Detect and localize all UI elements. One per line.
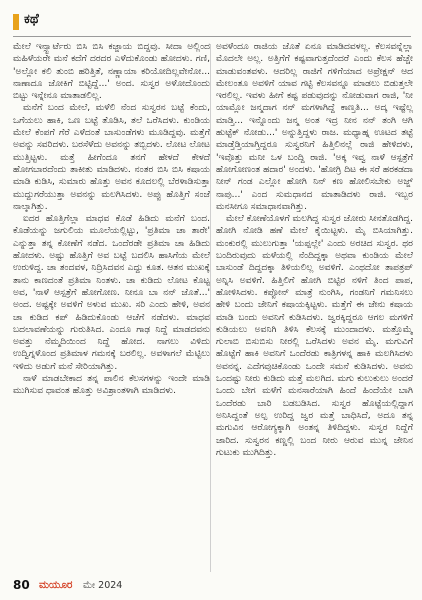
- section-accent-bar: [13, 14, 19, 30]
- paragraph: ನಾಳೆ ಮಾಡಬೇಕಾದ ತನ್ನ ಪಾಲಿನ ಕೆಲಸಗಳನ್ನು ಇಂದೇ ಮಾಡಿ ಮುಗಿಸುವ ಧಾವಂತ ಹೊತ್ತು ಅವಿಶ್ರಾಂತಳಾಗಿ ಮಾಡಿದಳು.: [13, 374, 210, 397]
- paragraph: ಅವಳೆಂದೂ ರಾಜಿಯ ಜೊತೆ ಏನೂ ಮಾಡಿದವಳಲ್ಲ. ಕೆಲಸವನ್ನೆಲ್ಲಾ ಮೊದಲೇ ಅಲ್ಲ. ಅತ್ತಿಗೆಗೆ ಕಷ್ಟವಾಗುತ್ತದೆಂದರೆ ಎಂದು ಕೆಲಸ ಹೆಚ್ಚೇ ಮಾಡುವಂತವಳು. ಆದರಿಲ್ಲ ರಾಜಿಗೆ ಗಳಿಗೆಯಾದ ಅಪ್ರೇಕ್ಷನ್ ಆದ ಮೇಲಂತೂ ಅವಳಿಗೆ ಯಾವ ಗಟ್ಟಿ ಕೆಲಸವನ್ನೂ ಮಾಡಲು ಬಿಡುತ್ತಲೇ ಇರಲಿಲ್ಲ. ಇವಳು ಹೀಗೆ ಕಷ್ಟ ಪಡುವುದನ್ನು ನೋಡುವಾಗ ರಾಜಿ, 'ನೀ ಯಾಮ್ಲೋ ಜನ್ಮದಾಗ ನನ್ ಮಗಳಾಗಿದ್ದೆ ಕಾಣ್ತತಿ... ಅದ್ಕ ಇಷ್ಟೆಲ್ಲ ಮಾಡ್ತಿ... ಇನ್ನೊಂದು ಜನ್ಮ ಅಂತ ಇದ್ರ ನೀನ ನನ್ ತಂಗಿ ಆಗಿ ಹುಟ್ಟೆಕ್ ನೋಡು...' ಅನ್ನುತ್ತಿದ್ದಳು ರಾಜ. ಮಧ್ಯಾಹ್ನ ಊಟದ ತಟ್ಟೆ ಮಾಡ್ತೆಡ್ತಿಯಾಗ್ತಿದ್ದರೂ ಸುಸ್ವರನಿಗೆ ಹಿತ್ತಿಲಿನಲ್ಲೆ ರಾಜಿ ಹೇಳಿದಳು, 'ಇವೊತ್ತು ಮನೀ ಒಳ ಬಂದ್ದಿ ರಾಜಿ. 'ಅಕ್ಕ ಇವ್ವ ನಾಳೆ ಆಸ್ಪತ್ರೆಗೆ ಹೋಗೋಣಂತ ಹದಾರ' ಅಂದಳು. 'ಹೋಗ್ರಿ ದಿಟ ಈ ಸರೆ ಹರಕಡದಾ ನೀನ್ ಗಂಡ ಎಲ್ಲೋ ಹೋಗಿ ನಿನ್ ಕಣ ಹೋಲಿಸಬೇಕು ಅಜ್ಜ್ ನಾಪು...' ಎಂದ ಸುಮಧಾನದ ಮಾತಾಡಿದಳು ರಾಜಿ. ಇಬ್ಬರ ಮನಸೀಗೂ ಸಮಾಧಾನವಾಗಿತ್ತು.: [216, 42, 413, 212]
- paragraph: ಮೇಲೆ ಕೋಣೆಯೊಳಗೆ ಮಲಗಿದ್ದ ಸುಸ್ವರ ಜೋರು ಸೀನತೊಡಗಿದ್ದ. ಹೋಗಿ ನೋಡಿ ಹಣೆ ಮೇಲೆ ಕೈಯಿಟ್ಟಳು. ಮೈ ಬಿಸಿಯಾಗಿತ್ತು. ಮಂಕುರಲ್ಲಿ ಮುಲುಗುತ್ತಾ 'ಯಪ್ಪಲ್ಲೇ' ಎಂದು ಅರಚಿದ ಸುಸ್ವರ. ಥರ ಬಂದಿರುವುದು ಮಳೆಯಲ್ಲಿ ನೆಂದಿದ್ದಕ್ಕಾ ಅಥವಾ ಕುಂಡಿಯ ಮೇಲೆ ಬಾಸುಂಡೆ ದಿದ್ದದಕ್ಕಾ ತಿಳಿಯಲಿಲ್ಲ ಅವಳಿಗೆ. ಎಂಥದೋ ತಾಪತ್ರಪ್ ಅನ್ನಿಸಿ ಅವಳಿಗೆ. ಹಿತ್ತಿಲಿಗೆ ಹೋಗಿ ಬಿಟ್ಟಿರ ನಳಿಗೆ ತಿಂದ ಪಾಪ, ಹೋಳಿಸಿದಳು. ಕಪ್ಪೋನ್ ಮಾತ್ರೆ ನುಂಗಿಸಿ, ಗಂಡನಿಗೆ ಗಮನಿಸಲು ಹೇಳಿ ಬಂದು ಜೇನಿಗೆ ಕಷಾಯಕ್ಕಿಟ್ಟಳು. ಮತ್ತೆಗೆ ಈ ಜೇನು ಕಷಾಯ ಮಾಡಿ ಬಂದು ಅವನಿಗೆ ಕುಡಿಸಿದಳು. ಜ್ವರಕ್ಕಿದ್ದರೂ ಆಗಲ ಮಗಳಿಗೆ ಕುಡಿಯಲು ಅವನಿಗಿ ತಿಳಿಸಿ ಕೆಲಸಕ್ಕೆ ಮುಂದಾದಳು. ಮತ್ತೊಮ್ಮೆ ಗುಲಾಬಿ ಬಿಸುಬಿಸು ನೀರಲ್ಲಿ ಒರೆಸಿದಳು ಅವನ ಮೈ. ಮಗುವಿಗೆ ಹೊಟ್ಟೆಗೆ ಹಾಕಿ ಅವನಿಗೆ ಒಂದೆರಡು ಕಾತ್ರಿಗಳನ್ನ ಹಾಕಿ ಮಲಗಿಸಿದಳು ಅವನನ್ನ. ಎದೆಗವುಚಿಕೊಂಡು ಒಂದೇ ಸಮನೆ ಕುಡಿಸಿದಳು. ಅವನು ಒಂದಷ್ಟು ನೀರು ಕುಡಿದು ಮತ್ತೆ ಮಲಗಿದ. ಮಗು ಕುಲುಕುಲು ಅಂದರೆ ಒಂದು ಬೇಗ ಮಳೆಗೆ ಮನಸಾರೆಯಾಗಿ ಹಿಂದೆ ಹಿಂದೆಯೇ ಬಾಗಿ ಒಂದೆರಡು ಬಾರಿ ಬಡಬಡಿಸಿದ. ಸುಸ್ವರ ಹೊಟ್ಟೆಯಲ್ಲಿದ್ದಾಗ ಅನಿಸಿದ್ದಂತೆ ಅಲ್ಪ ಉರಿದ್ದ ಜ್ವರ ಮತ್ತೆ ಬಾಧಿಸಿದೆ, ಅದೂ ತನ್ನ ಮಗುವಿನ ಆರೋಗ್ಯಕ್ಕಾಗಿ ಅಂತನ್ನ ತಿಳಿದಿದ್ದಳು. ಸುಸ್ವರ ನಿದ್ದೆಗೆ ಜಾರಿದ. ಸುಸ್ವರನ ಕಣ್ಣಲ್ಲಿ ಬಂದ ನೀರು ಆರುವ ಮುನ್ನ ಜೇನಿನ ಗುಟುಕು ಮುಗಿದಿತ್ತು.: [216, 214, 413, 458]
- magazine-name: ಮಯೂರ: [39, 579, 73, 591]
- right-column: [216, 41, 413, 575]
- issue-date: ಮೇ 2024: [83, 580, 123, 591]
- section-title: ಕಥೆ: [24, 12, 39, 27]
- paragraph: ಐದರ ಹೊತ್ತಿಗೆಲ್ಲಾ ಮಾಧವ ಕೊಡೆ ಹಿಡಿದು ಮನೆಗೆ ಬಂದ. ಕೊಡೆಯನ್ನು ಜಗುಲಿಯ ಮೂಲೆಯಲ್ಲಿಟ್ಟು, 'ಪ್ರತಿಮಾ ಚಾ ತಾರೇ' ಎನ್ನುತ್ತಾ ತನ್ನ ಕೋಣೆಗೆ ನಡೆದ. ಒಂದೆರಡೇ ಪ್ರತಿಮಾ ಚಾ ಹಿಡಿದು ಹೋದಳು. ಅಷ್ಟು ಹೊತ್ತಿಗೆ ಅವ ಬಟ್ಟೆ ಬದಲಿಸಿ ಹಾಸಿಗೆಯ ಮೇಲೆ ಉರುಳಿದ್ದ. ಚಾ ತಂದವಳ, ನಿದ್ರಿಸಿದವನ ಎದ್ದು ಕೂತ. ಆತನ ಮುಖಕ್ಕೆ ತಾನು ಕಾಣದಂತೆ ಪ್ರತಿಮಾ ನಿಂತಳು. ಚಾ ಕುಡಿದು ಲೋಟ ಕೊಟ್ಟ ಅವ, 'ನಾಳೆ ಆಸ್ಪತ್ರೆಗೆ ಹೋಗೋಣ. ನೀನೂ ಬಾ ನನ್ ಜೊತೆ...' ಅಂದ. ಅಷ್ಟಕ್ಕೇ ಅವಳಿಗೆ ಅಳುವ ಮುಖ. ಸರಿ ಎಂದು ಹೇಳಿ, ಅವನ ಚಾ ಕುಡಿದ ಕಪ್ ಹಿಡಿದುಕೊಂಡು ಆಚೆಗೆ ನಡೆದಳು. ಮಾಧವ ಬದಲಾವಣೆಯನ್ನು ಗುರುತಿಸಿದ. ಎಂದೂ ಗಾಢ ನಿದ್ದೆ ಮಾಡದವನು ಅವತ್ತು ನೆಮ್ಮದಿಯಿಂದ ನಿದ್ದೆ ಹೋದ. ನಾಗಲು ವಿಳಿದು ಉದ್ವಿಗ್ನಳೊಂದ ಪ್ರತಿಮಾಳ ಗಮನಕ್ಕೆ ಬರಲಿಲ್ಲ. ಅವಳಾಗಲೆ ಮೆಟ್ಟಿಲು ಇಳಿದು ಅಡುಗೆ ಮನೆ ಸೇರಿಯಾಗಿತ್ತು.: [13, 214, 210, 372]
- column-divider: [210, 44, 211, 572]
- paragraph: ಮನೆಗೆ ಬಂದ ಮೇಲೆ, ಮಳೆಲಿ ನೆಂದ ಸುಸ್ವರನ ಬಟ್ಟೆ ಕೆಂದು, ಒಗೆಯಲು ಹಾಕಿ, ಒಣ ಬಟ್ಟೆ ತೊಡಿಸಿ, ತಲೆ ಒರೆಸಿದಳು. ಕುಂಡಿಯ ಮೇಲೆ ಕೆಂಪಗೆ ಗೆರೆ ಎಳೆದಂತೆ ಬಾಸುಂಡೆಗಳು ಮೂಡಿದ್ದವು. ಮತ್ತೆಗೆ ಅವನ್ನು ಸವರಿದಳು. ಬರಸೆಳೆದು ಅವನನ್ನು ತಬ್ಬಿದಳು. ಲೋಟ ಲೋಟ ಮುತ್ತಿಟ್ಟಳು. ಮತ್ತೆ ಹೀಗೆಂದೂ ತನಗೆ ಹೇಳದೆ ಕೇಳದೆ ಹೋಗಬಾರದೆಂದು ತಾಕೀತು ಮಾಡಿದಳು. ನಂತರ ಬಿಸಿ ಬಿಸಿ ಕಷಾಯ ಮಾಡಿ ಕುಡಿಸಿ, ಸುಮಾರು ಹೊತ್ತು ಅವನ ಕೂದಲಲ್ಲಿ ಬೆರಳಾಡಿಸುತ್ತಾ ಮುದ್ದುಗರೆಯುತ್ತಾ ಅವನನ್ನು ಮಲಗಿಸಿದಳು. ಅಪ್ಪು ಹೊತ್ತಿಗೆ ಸಂಜೆ ನಾಲ್ಕಾಗಿತ್ತು.: [13, 103, 210, 212]
- page-footer: [13, 578, 413, 596]
- paragraph: ಮೇಲೆ ಇನ್ಸ್ಟಾರ್ಟೆರು ಬಿಸಿ ಬಿಸಿ ಕಜ್ಜಾಯ ಬಿದ್ದವು. ಸೀದಾ ಅಲ್ಲಿಂದ ಮಹಿಳೆಯರೇ ಮನೆ ಕದೆಗೆ ದರದರ ಎಳೆದುಕೊಂಡು ಹೋದಳು. ಗಣಿ, 'ಅಲ್ಲೋ ಕಲಿ ತುಂಬಿ ಹರಿತ್ತಿತೆ, ನಣ್ಣಾಯಾ ಕರಿಯೋದಿಲ್ಲವೇನೋ... ನಾಣಾದೂ ಜೋಕಿಗೆ ಬಿಟ್ಟಿದ್ದೆ...' ಅಂದ. ಸುಸ್ವರ ಅಳೋದೊಂದು ಬಿಟ್ಟು ಇನ್ನೇನೂ ಮಾತಾಡಲಿಲ್ಲ.: [13, 42, 210, 102]
- header-rule: [13, 36, 411, 37]
- left-column: [13, 41, 210, 575]
- section-header: [13, 11, 413, 33]
- page-number: 80: [13, 578, 30, 592]
